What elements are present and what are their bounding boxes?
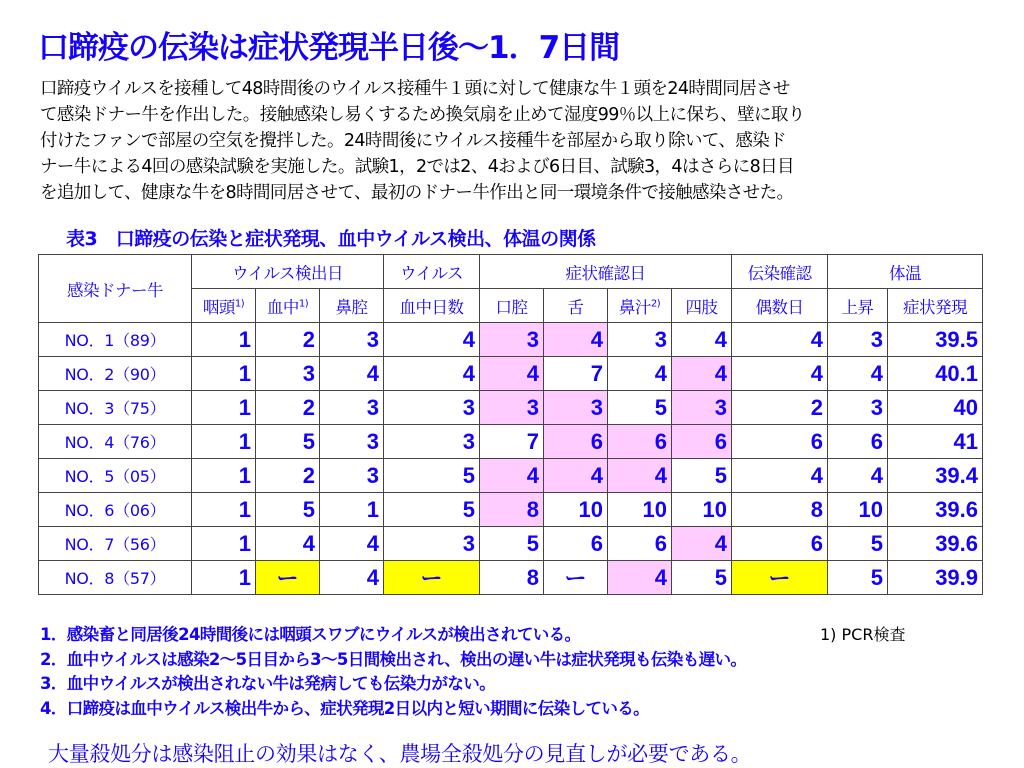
table-cell: 8 — [480, 493, 544, 527]
column-header — [672, 289, 732, 323]
column-header — [384, 289, 480, 323]
table-cell: 2 — [256, 323, 320, 357]
column-header-label: 偶数日 — [755, 297, 804, 317]
table-cell: 6 — [608, 527, 672, 561]
table-cell: 4 — [384, 357, 480, 391]
table-cell: 4 — [828, 459, 888, 493]
table-cell: 5 — [672, 561, 732, 595]
table-row — [39, 357, 983, 391]
final-note: 大量殺処分は感染阻止の効果はなく、農場全殺処分の見直しが必要である。 — [48, 742, 752, 766]
conclusion-item: 4．口蹄疫は血中ウイルス検出牛から、症状発現2日以内と短い期間に伝染している。 — [40, 698, 650, 718]
table-row — [39, 323, 983, 357]
table-cell: 3 — [672, 391, 732, 425]
column-header-label: 咽頭 — [202, 297, 235, 317]
row-label: NO．5（05） — [39, 459, 192, 493]
table-cell: 4 — [672, 323, 732, 357]
table-cell: 39.9 — [888, 561, 983, 595]
row-label: NO．1（89） — [39, 323, 192, 357]
table-cell: ー — [384, 561, 480, 595]
table-cell: 4 — [732, 323, 828, 357]
table-cell: 1 — [320, 493, 384, 527]
table-cell: ー — [256, 561, 320, 595]
column-header — [608, 289, 672, 323]
table-cell: 3 — [384, 527, 480, 561]
group-header-virus: ウイルス — [384, 255, 480, 289]
table-cell: 3 — [256, 357, 320, 391]
row-header-cell: 感染ドナー牛 — [39, 255, 192, 323]
table-cell: 4 — [544, 323, 608, 357]
conclusion-item: 3．血中ウイルスが検出されない牛は発病しても伝染力がない。 — [40, 674, 496, 693]
footnote: 1) PCR検査 — [820, 625, 906, 644]
table-cell: 5 — [828, 527, 888, 561]
table-cell: 4 — [732, 459, 828, 493]
table-cell: 7 — [544, 357, 608, 391]
table-cell: 4 — [256, 527, 320, 561]
data-table — [38, 254, 983, 595]
table-cell: 5 — [256, 425, 320, 459]
table-cell: 4 — [608, 561, 672, 595]
column-header-footnote-mark: 1) — [298, 298, 309, 309]
table-cell: 1 — [192, 323, 256, 357]
row-label: NO．3（75） — [39, 391, 192, 425]
table-cell: 4 — [480, 459, 544, 493]
table-caption: 表3 口蹄疫の伝染と症状発現、血中ウイルス検出、体温の関係 — [66, 228, 596, 250]
table-cell: 4 — [320, 357, 384, 391]
table-cell: 8 — [480, 561, 544, 595]
conclusion-item: 1．感染畜と同居後24時間後には咽頭スワブにウイルスが検出されている。 — [40, 625, 581, 644]
row-label: NO．2（90） — [39, 357, 192, 391]
table-cell: 2 — [256, 459, 320, 493]
table-cell: 1 — [192, 561, 256, 595]
column-header-label: 血中 — [266, 297, 299, 317]
column-header-label: 上昇 — [841, 297, 874, 317]
table-cell: 5 — [256, 493, 320, 527]
column-header — [192, 289, 256, 323]
column-header-footnote-mark: 1) — [234, 298, 245, 309]
table-cell: 4 — [480, 357, 544, 391]
table-cell: 3 — [384, 391, 480, 425]
table-cell: ー — [544, 561, 608, 595]
table-cell: 10 — [544, 493, 608, 527]
table-row — [39, 561, 983, 595]
column-header-label: 舌 — [567, 297, 584, 317]
table-cell: 2 — [256, 391, 320, 425]
table-cell: 3 — [544, 391, 608, 425]
table-cell: 2 — [732, 391, 828, 425]
group-header-row — [39, 255, 983, 289]
column-header — [480, 289, 544, 323]
table-cell: 3 — [828, 323, 888, 357]
table-cell: ー — [732, 561, 828, 595]
column-header — [256, 289, 320, 323]
table-row — [39, 459, 983, 493]
conclusion-item: 2．血中ウイルスは感染2～5日目から3～5日間検出され、検出の遅い牛は症状発現も伝染も遅い。 — [40, 649, 747, 669]
table-cell: 39.6 — [888, 493, 983, 527]
table-cell: 10 — [828, 493, 888, 527]
table-cell: 3 — [320, 459, 384, 493]
group-header-temperature: 体温 — [828, 255, 983, 289]
conclusions-list — [40, 623, 746, 721]
column-header — [732, 289, 828, 323]
table-cell: 6 — [544, 425, 608, 459]
table-cell: 1 — [192, 357, 256, 391]
table-cell: 10 — [672, 493, 732, 527]
table-cell: 10 — [608, 493, 672, 527]
table-cell: 6 — [732, 527, 828, 561]
table-cell: 6 — [732, 425, 828, 459]
table-cell: 8 — [732, 493, 828, 527]
column-header-label: 症状発現 — [903, 297, 968, 317]
column-header-label: 鼻汁 — [618, 297, 651, 317]
group-header-symptoms: 症状確認日 — [480, 255, 732, 289]
table-cell: 40.1 — [888, 357, 983, 391]
table-cell: 39.6 — [888, 527, 983, 561]
column-header-label: 口腔 — [495, 297, 528, 317]
table-cell: 4 — [732, 357, 828, 391]
column-header-label: 血中日数 — [399, 297, 464, 317]
column-header-label: 四肢 — [685, 297, 718, 317]
table-cell: 3 — [320, 323, 384, 357]
table-body — [39, 323, 983, 595]
table-cell: 5 — [384, 459, 480, 493]
table-cell: 4 — [672, 357, 732, 391]
table-cell: 3 — [320, 391, 384, 425]
table-cell: 3 — [320, 425, 384, 459]
table-cell: 1 — [192, 425, 256, 459]
body-paragraph: 口蹄疫ウイルスを接種して48時間後のウイルス接種牛１頭に対して健康な牛１頭を24時間同居させ て感染ドナー牛を作出した。接触感染し易くするため換気扇を止めて湿度99％以上に保ち、壁に取り 付けたファンで部屋の空気を攪拌した。24時間後にウイルス接種牛を部屋から取り除いて、感染ド ナー牛による4回の感染試験を実施した。試験1，2では2、4および6日目、試験3，4はさらに8日目 を追加して、健康な牛を8時間同居させて、最初のドナー牛作出と同一環境条件で接触感染させた。 — [40, 79, 805, 203]
table-cell: 3 — [480, 323, 544, 357]
column-header — [320, 289, 384, 323]
table-row — [39, 493, 983, 527]
table-cell: 5 — [384, 493, 480, 527]
group-header-virus-detection: ウイルス検出日 — [192, 255, 384, 289]
table-cell: 5 — [672, 459, 732, 493]
table-cell: 1 — [192, 391, 256, 425]
table-cell: 6 — [608, 425, 672, 459]
group-header-transmission: 伝染確認 — [732, 255, 828, 289]
row-label: NO．4（76） — [39, 425, 192, 459]
table-row — [39, 527, 983, 561]
row-label: NO．8（57） — [39, 561, 192, 595]
table-cell: 5 — [480, 527, 544, 561]
table-cell: 1 — [192, 493, 256, 527]
table-cell: 1 — [192, 459, 256, 493]
table-cell: 3 — [608, 323, 672, 357]
table-cell: 4 — [672, 527, 732, 561]
table-cell: 4 — [608, 459, 672, 493]
table-row — [39, 425, 983, 459]
table-cell: 5 — [608, 391, 672, 425]
column-header-footnote-mark: 2) — [650, 298, 661, 309]
table-cell: 6 — [672, 425, 732, 459]
table-cell: 39.4 — [888, 459, 983, 493]
table-cell: 40 — [888, 391, 983, 425]
table-cell: 1 — [192, 527, 256, 561]
row-label: NO．7（56） — [39, 527, 192, 561]
table-cell: 3 — [828, 391, 888, 425]
table-cell: 41 — [888, 425, 983, 459]
column-header-label: 鼻腔 — [335, 297, 368, 317]
table-cell: 4 — [384, 323, 480, 357]
row-label: NO．6（06） — [39, 493, 192, 527]
table-cell: 5 — [828, 561, 888, 595]
table-cell: 6 — [828, 425, 888, 459]
table-cell: 4 — [320, 561, 384, 595]
table-cell: 3 — [480, 391, 544, 425]
table-cell: 7 — [480, 425, 544, 459]
table-cell: 4 — [320, 527, 384, 561]
column-header — [828, 289, 888, 323]
table-cell: 3 — [384, 425, 480, 459]
slide-title: 口蹄疫の伝染は症状発現半日後～1．7日間 — [38, 30, 620, 66]
column-header — [888, 289, 983, 323]
table-cell: 4 — [828, 357, 888, 391]
table-cell: 6 — [544, 527, 608, 561]
table-row — [39, 391, 983, 425]
column-header — [544, 289, 608, 323]
table-cell: 4 — [544, 459, 608, 493]
table-cell: 4 — [608, 357, 672, 391]
table-cell: 39.5 — [888, 323, 983, 357]
